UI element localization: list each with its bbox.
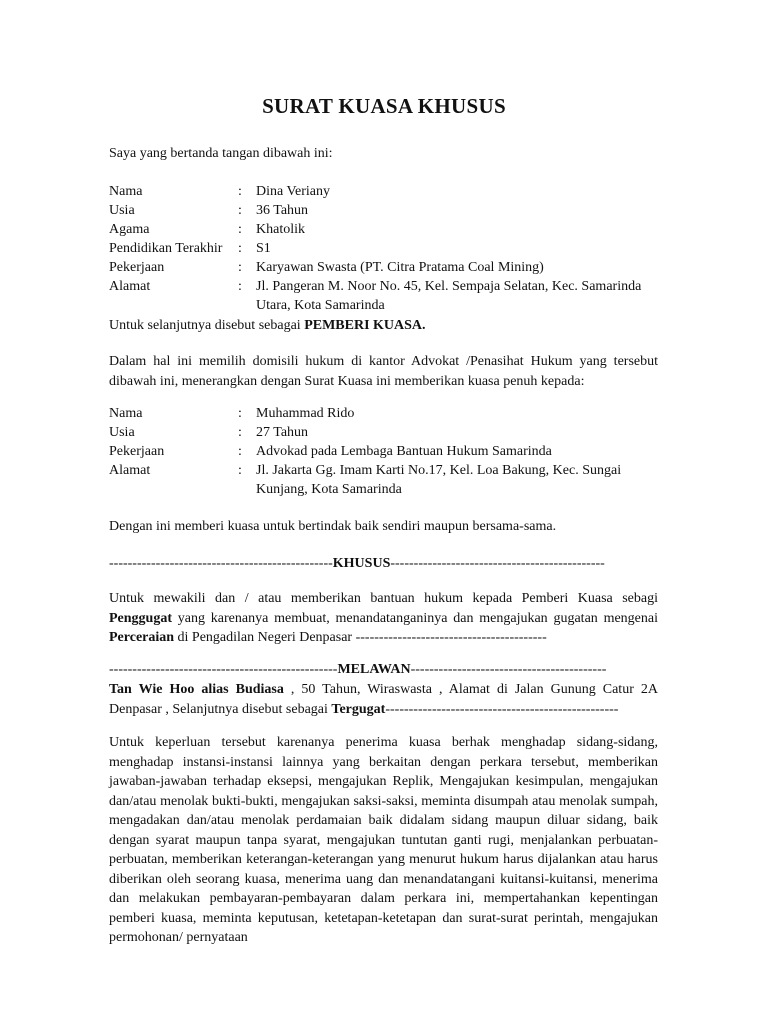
colon: : — [238, 260, 242, 275]
khusus-heading: KHUSUS — [332, 556, 391, 571]
colon: : — [238, 203, 242, 218]
melawan-heading: MELAWAN — [337, 662, 411, 677]
divider-dashes: ------------------------------------------------- — [109, 662, 338, 677]
melawan-divider — [109, 660, 606, 679]
khusus-divider — [109, 554, 605, 573]
divider-dashes: ------------------------------------------------ — [109, 556, 333, 571]
grantor-value: Khatolik — [256, 222, 305, 237]
divider-dashes: ------------------------------------------ — [410, 662, 607, 677]
colon: : — [238, 279, 242, 294]
perceraian-term: Perceraian — [109, 630, 175, 645]
grantor-value: Dina Veriany — [256, 184, 330, 199]
attorney-label: Alamat — [109, 463, 151, 478]
attorney-value: Advokad pada Lembaga Bantuan Hukum Samarinda — [256, 444, 552, 459]
grantor-value: Karyawan Swasta (PT. Citra Pratama Coal Mining) — [256, 260, 544, 275]
defendant-text: , 50 Tahun, Wiraswasta , Alamat di Jalan Gunung Catur 2A Denpasar , Selanjutnya disebut sebagai — [109, 682, 658, 717]
together-text: Dengan ini memberi kuasa untuk bertindak baik sendiri maupun bersama-sama. — [109, 519, 557, 534]
purpose-text: di Pengadilan Negeri Denpasar ----------------------------------------- — [174, 630, 547, 645]
grantor-label: Agama — [109, 222, 150, 237]
colon: : — [238, 406, 242, 421]
tergugat-term: Tergugat — [331, 701, 386, 717]
intro-text: Saya yang bertanda tangan dibawah ini: — [109, 146, 333, 161]
grantor-label: Nama — [109, 184, 143, 199]
divider-dashes: ---------------------------------------------- — [390, 556, 605, 571]
attorney-label: Usia — [109, 425, 135, 440]
attorney-value: Muhammad Rido — [256, 406, 355, 421]
attorney-value: Jl. Jakarta Gg. Imam Karti No.17, Kel. Loa Bakung, Kec. Sungai Kunjang, Kota Samarinda — [256, 463, 622, 497]
grantor-label: Pendidikan Terakhir — [109, 241, 223, 256]
attorney-label: Nama — [109, 406, 143, 421]
colon: : — [238, 425, 242, 440]
document-title: SURAT KUASA KHUSUS — [262, 94, 506, 118]
domicile-paragraph: Dalam hal ini memilih domisili hukum di kantor Advokat /Penasihat Hukum yang tersebut dibawah ini, menerangkan dengan Surat Kuasa ini memberikan kuasa penuh kepada: — [109, 354, 658, 389]
defendant-name: Tan Wie Hoo alias Budiasa — [109, 682, 284, 697]
powers-paragraph: Untuk keperluan tersebut karenanya penerima kuasa berhak menghadap sidang-sidang, menghadap instansi-instansi lainnya yang berkaitan dengan perkara tersebut, memberikan jawaban-jawaban terhadap eksepsi, mengajukan Replik, Mengajukan kesimpulan, mengajukan dan/atau menolak bukti-bukti, mengajukan saksi-saksi, meminta disumpah atau menolak sumpah, mengadakan dan/atau menolak perdamaian baik didalam sidang maupun diluar sidang, baik dengan syarat maupun tanpa syarat, mengajukan tuntutan ganti rugi, menjalankan perbuatan-perbuatan, memberikan keterangan-keterangan yang menurut hukum harus dijalankan atau harus diberikan oleh seorang kuasa, menerima uang dan menandatangani kuitansi-kuitansi, menerima dan melakukan pembayaran-pembayaran dalam perkara ini, mempertahankan kepentingan pemberi kuasa, meminta keputusan, ketetapan-ketetapan dan surat-surat perintah, mengajukan permohonan/ pernyataan — [109, 735, 658, 945]
colon: : — [238, 241, 242, 256]
attorney-label: Pekerjaan — [109, 444, 165, 459]
grantor-designation-bold: PEMBERI KUASA. — [304, 318, 426, 333]
grantor-designation — [109, 316, 426, 335]
colon: : — [238, 222, 242, 237]
defendant-paragraph — [109, 680, 658, 719]
grantor-value: S1 — [256, 241, 271, 256]
penggugat-term: Penggugat — [109, 610, 172, 626]
purpose-paragraph — [109, 589, 658, 648]
grantor-value: Jl. Pangeran M. Noor No. 45, Kel. Sempaja Selatan, Kec. Samarinda Utara, Kota Samarinda — [256, 279, 642, 313]
purpose-text: yang karenanya membuat, menandatanganinya dan mengajukan gugatan mengenai — [172, 610, 658, 626]
colon: : — [238, 444, 242, 459]
purpose-text: Untuk mewakili dan / atau memberikan bantuan hukum kepada Pemberi Kuasa sebagi — [109, 591, 658, 606]
colon: : — [238, 463, 242, 478]
grantor-designation-text: Untuk selanjutnya disebut sebagai — [109, 318, 305, 333]
colon: : — [238, 184, 242, 199]
grantor-value: 36 Tahun — [256, 203, 309, 218]
grantor-label: Alamat — [109, 279, 151, 294]
grantor-label: Usia — [109, 203, 135, 218]
grantor-label: Pekerjaan — [109, 260, 165, 275]
defendant-dashes: -------------------------------------------------- — [385, 701, 619, 717]
attorney-value: 27 Tahun — [256, 425, 309, 440]
